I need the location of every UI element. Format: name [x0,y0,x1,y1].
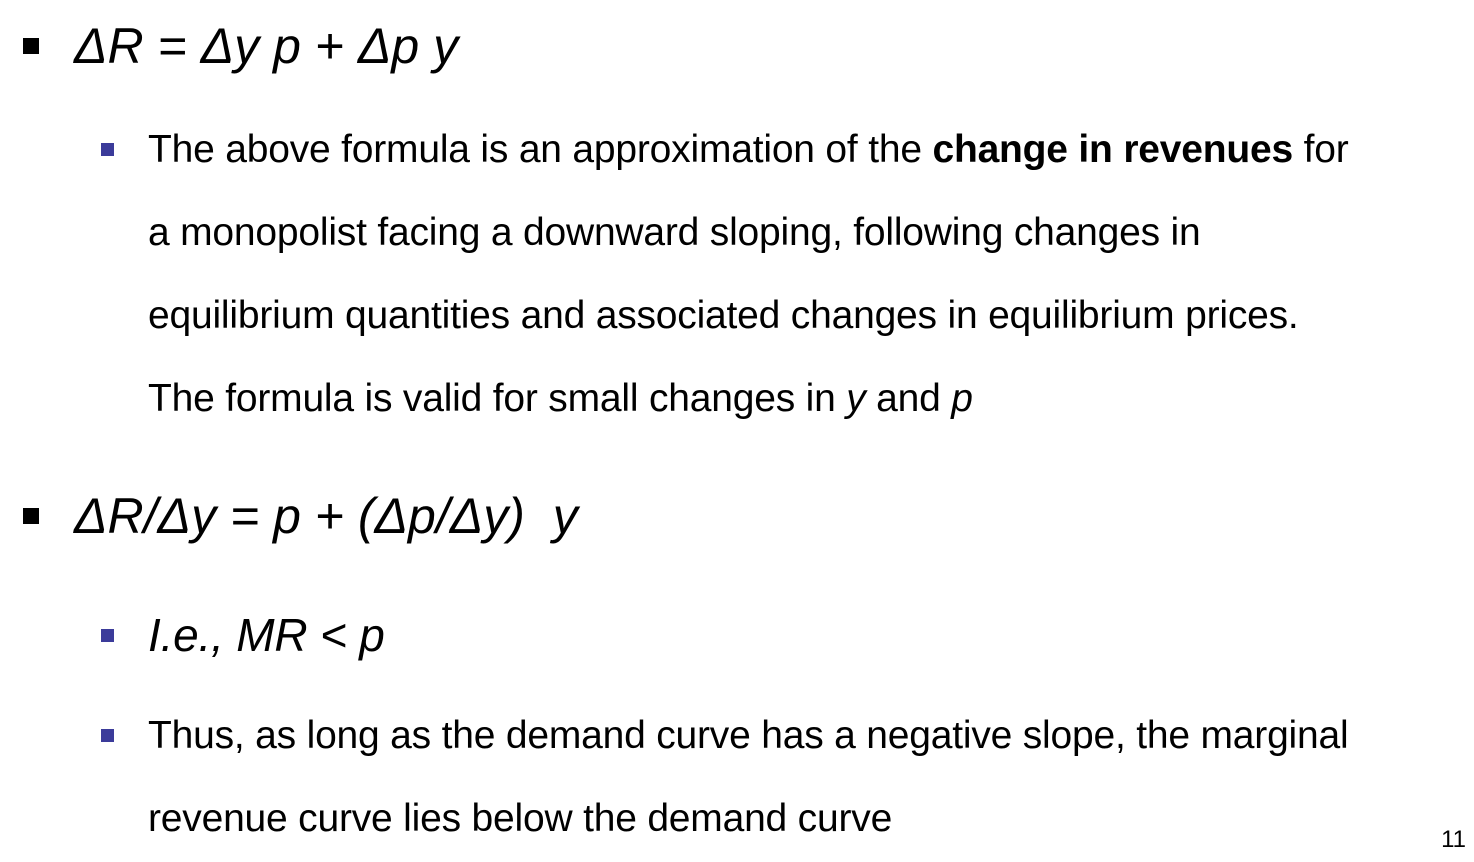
square-bullet-icon [23,38,39,54]
square-bullet-icon [101,143,114,156]
text-line [148,357,1448,440]
text-line: revenue curve lies below the demand curve [148,797,893,840]
bullet-1 [0,16,1474,76]
text-span: The above formula is an approximation of the [148,128,933,171]
text-line: a monopolist facing a downward sloping, following changes in [148,211,1201,254]
bullet-1-sub [148,108,1448,440]
text-line: Thus, as long as the demand curve has a negative slope, the marginal [148,714,1349,757]
variable-p: p [951,377,973,420]
text-span: for [1293,128,1349,171]
text-span: and [865,377,952,420]
formula-delta-r: ΔR = Δy p + Δp y [74,18,459,74]
bullet-2-sub-2 [148,694,1448,860]
text-line [148,108,1448,191]
bullet-2 [0,486,1474,546]
page-number: 11 [1441,826,1466,853]
square-bullet-icon [101,629,114,642]
formula-marginal-revenue: ΔR/Δy = p + (Δp/Δy) y [74,488,578,544]
emphasis-change-in-revenues: change in revenues [932,128,1293,171]
bullet-2-sub-1 [148,594,1448,677]
text-span: The formula is valid for small changes in [148,377,847,420]
variable-y: y [846,377,866,420]
square-bullet-icon [101,729,114,742]
text-line: I.e., MR < p [148,609,385,661]
text-line: equilibrium quantities and associated changes in equilibrium prices. [148,294,1299,337]
square-bullet-icon [23,508,39,524]
